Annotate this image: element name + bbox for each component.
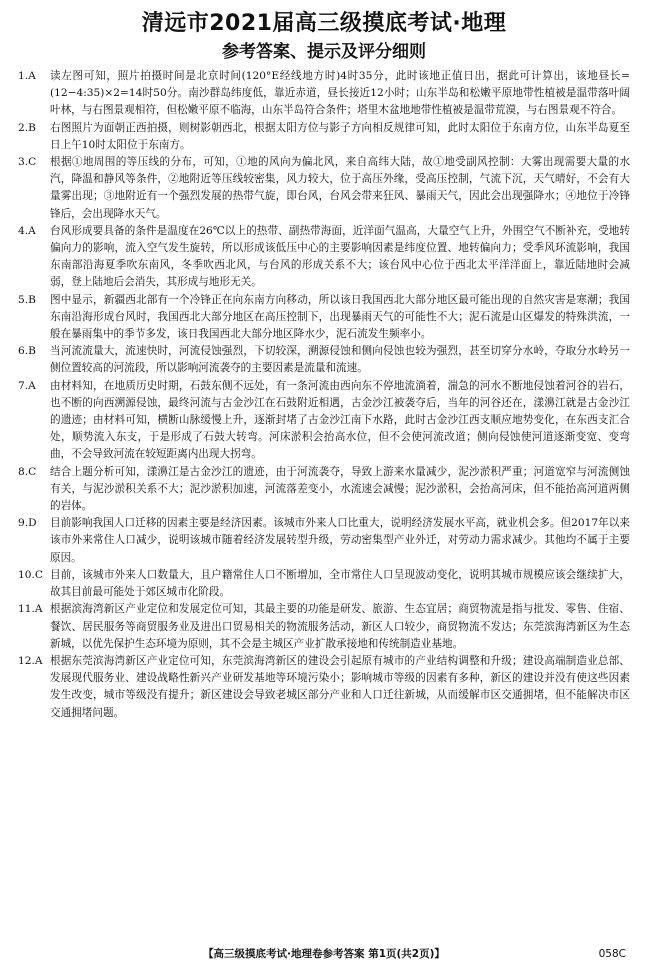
answer-explanation: 根据①地周围的等压线的分布，可知，①地的风向为偏北风，来自高纬大陆，故①地受副风控制：大雾出现需要大量的水汽，降温和静风等条件，②地附近等压线较密集，风力较大，位于高压外缘，受高压控制，气流下沉，天气晴好，不会有大量雾出现；③地附近有一个强烈发展的热带气旋，即台风，台风会带来狂风、暴雨天气，因此会出现强降水；④地位于冷锋锋后，会出现降水天气。 bbox=[50, 156, 630, 220]
page-footer bbox=[0, 947, 648, 961]
page-subtitle: 参考答案、提示及评分细则 bbox=[222, 42, 426, 62]
answer-label: 8.C bbox=[18, 465, 37, 478]
answer-item bbox=[18, 464, 630, 516]
answer-explanation: 结合上题分析可知，漾濞江是古金沙江的遗迹，由于河流袭夺，导致上游来水量减少，泥沙淤积严重；河道宽窄与河流侧蚀有关，与泥沙淤积关系不大；泥沙淤积加速，河流落差变小，水流速会减慢；泥沙淤积，会抬高河床，但不能抬高河道两侧的岩体。 bbox=[50, 465, 630, 513]
answer-explanation: 台风形成要具备的条件是温度在26℃以上的热带、副热带海面，近洋面气温高，大量空气上升，外围空气不断补充，受地转偏向力的影响，流入空气发生旋转，所以形成该低压中心的主要影响因素是纬度位置、地转偏向力；受季风环流影响，我国东南部沿海夏季吹东南风，冬季吹西北风，与台风的形成关系不大；该台风中心位于西北太平洋洋面上，靠近陆地时会减弱，登上陆地后会消失，其形成与地形无关。 bbox=[50, 224, 630, 289]
answer-item bbox=[18, 68, 630, 120]
answer-item bbox=[18, 223, 630, 292]
answer-item bbox=[18, 515, 630, 567]
answer-label: 9.D bbox=[18, 517, 37, 530]
answer-explanation: 目前，该城市外来人口数量大，且户籍常住人口不断增加，全市常住人口呈现波动变化，说明其城市规模应该会继续扩大，故其目前最可能处于郊区城市化阶段。 bbox=[50, 568, 630, 599]
answer-label: 12.A bbox=[18, 654, 43, 667]
answer-list bbox=[18, 68, 630, 722]
answer-item bbox=[18, 567, 630, 601]
answer-item bbox=[18, 154, 630, 223]
answer-item bbox=[18, 120, 630, 154]
page-title: 清远市2021届高三级摸底考试·地理 bbox=[141, 11, 507, 36]
answer-label: 4.A bbox=[18, 224, 36, 237]
answer-explanation: 由材料知，在地质历史时期，石鼓东侧不远处，有一条河流由西向东不停地流淌着，湍急的河水不断地侵蚀着河谷的岩石，也不断的向西溯源侵蚀，最终河流与古金沙江在石鼓附近相遇，古金沙江被袭夺后，当年的河谷还在，漾濞江就是古金沙江的遗迹；由材料可知，横断山脉缓慢上升，逐渐封堵了古金沙江南下水路，此时古金沙江西支顺应地势变化，在东西支汇合处，顺势流入东支，于是形成了石鼓大转弯。河床淤积会抬高水位，但不会使河流改道；侧向侵蚀使河道逐渐变宽、变弯曲，不会导致河流在较短距离内出现大拐弯。 bbox=[50, 379, 630, 461]
answer-explanation: 根据滨海湾新区产业定位和发展定位可知，其最主要的功能是研发、旅游、生态宜居；商贸物流是指与批发、零售、住宿、餐饮、居民服务等商贸服务业及进出口贸易相关的物流服务活动，新区人口较少，商贸物流不发达；东莞滨海湾新区为生态新城，以优先保护生态环境为原则，其不会是主城区产业扩散承接地和传统制造业基地。 bbox=[50, 603, 630, 650]
answer-explanation: 根据东莞滨海湾新区产业定位可知，东莞滨海湾新区的建设会引起原有城市的产业结构调整和升级；建设高端制造业总部、发展现代服务业、建设战略性新兴产业研发基地等环境污染小；影响城市等级的因素有多种，新区的建设并没有使这些因素发生改变，城市等级没有提升；新区建设会导致老城区部分产业和人口迁往新城，从而缓解市区交通拥堵，但不能解决市区交通拥堵问题。 bbox=[50, 654, 630, 719]
answer-label: 2.B bbox=[18, 121, 36, 134]
answer-label: 6.B bbox=[18, 345, 36, 358]
answer-explanation: 右图照片为面朝正西拍摄，则树影朝西北，根据太阳方位与影子方向相反规律可知，此时太阳位于东南方位，山东半岛夏至日上午10时太阳位于东南方。 bbox=[50, 121, 630, 151]
answer-explanation: 目前影响我国人口迁移的因素主要是经济因素。该城市外来人口比重大，说明经济发展水平高，就业机会多。但2017年以来该市外来常住人口减少，说明该城市随着经济发展转型升级，劳动密集型产业外迁，对劳动力需求减少。其他均不属于主要原因。 bbox=[50, 517, 630, 564]
footer-label: 【高三级摸底考试·地理卷参考答案 第1页(共2页)】 bbox=[203, 948, 445, 960]
answer-label: 7.A bbox=[18, 379, 36, 392]
answer-label: 1.A bbox=[18, 70, 36, 82]
answer-label: 10.C bbox=[18, 568, 43, 581]
answer-explanation: 读左图可知，照片拍摄时间是北京时间(120°E经线地方时)4时35分，此时该地正值日出，据此可计算出，该地昼长=(12−4:35)×2=14时50分。南沙群岛纬度低，靠近赤道，昼长接近12小时；山东半岛和松嫩平原地带性植被是温带落叶阔叶林，与右图景观相符，但松嫩平原不临海，山东半岛符合条件；塔里木盆地地带性植被是温带荒漠，与右图景观不符合。 bbox=[50, 70, 630, 117]
answer-item bbox=[18, 292, 630, 344]
answer-item bbox=[18, 343, 630, 377]
answer-explanation: 当河流流量大，流速快时，河流侵蚀强烈，下切较深，溯源侵蚀和侧向侵蚀也较为强烈，甚至切穿分水岭，夺取分水岭另一侧位置较高的河流段，所以影响河流袭夺的主要因素是流量和流速。 bbox=[50, 345, 630, 375]
footer-code: 058C bbox=[598, 948, 626, 960]
answer-label: 3.C bbox=[18, 156, 37, 169]
answer-label: 5.B bbox=[18, 293, 36, 306]
answer-item bbox=[18, 378, 630, 464]
answer-item bbox=[18, 601, 630, 653]
answer-item bbox=[18, 653, 630, 722]
answer-label: 11.A bbox=[18, 603, 43, 616]
answer-explanation: 图中显示，新疆西北部有一个冷锋正在向东南方向移动，所以该日我国西北大部分地区最可能出现的自然灾害是寒潮；我国东南沿海形成台风时，我国西北大部分地区在高压控制下，出现暴雨天气的可能性不大；泥石流是山区爆发的特殊洪流，一般在暴雨集中的季节多发，该日我国西北大部分地区降水少，泥石流发生频率小。 bbox=[50, 293, 630, 341]
